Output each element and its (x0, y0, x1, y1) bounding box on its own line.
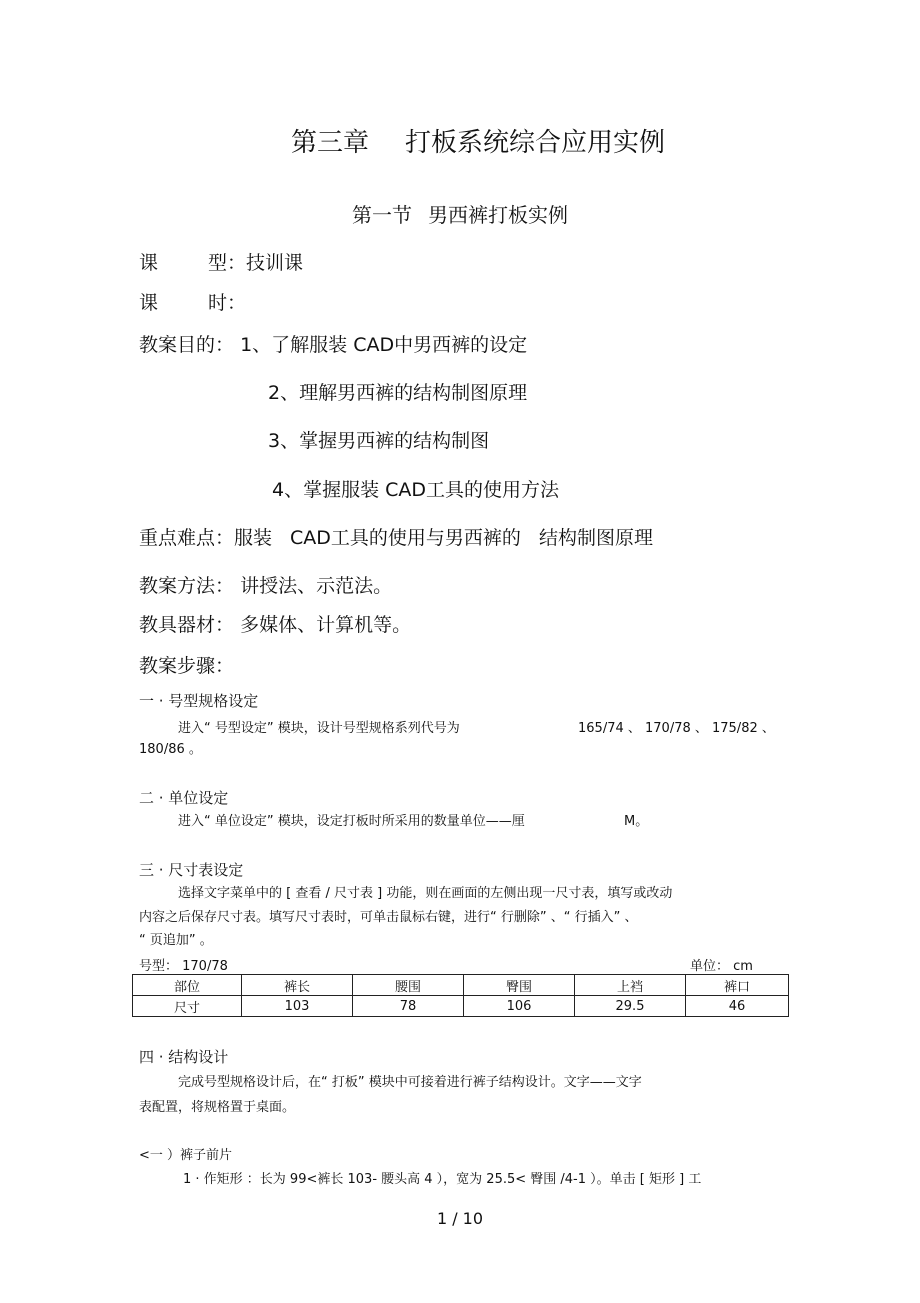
section-4-text-1: 完成号型规格设计后，在“ 打板” 模块中可接着进行裤子结构设计。文字——文字 (178, 1075, 642, 1090)
objective-item: 3、掌握男西裤的结构制图 (268, 430, 490, 452)
section-label: 第一节 (352, 203, 412, 227)
section-4-heading: 四 · 结构设计 (139, 1048, 229, 1066)
methods-value: 讲授法、示范法。 (240, 575, 393, 597)
objectives-label: 教案目的： (139, 334, 235, 356)
table-header-cell: 臀围 (464, 975, 575, 996)
section-title (0, 199, 920, 228)
key-points-part2: CAD工具的使用与男西裤的 (290, 527, 521, 549)
front-piece-heading: <一 ）裤子前片 (139, 1148, 233, 1163)
section-4-text-2: 表配置，将规格置于桌面。 (139, 1100, 296, 1115)
table-header-row (133, 975, 789, 996)
size-table (132, 974, 789, 1017)
key-points-label: 重点难点： (139, 527, 235, 549)
page-number: 1 / 10 (436, 1209, 484, 1228)
table-cell: 106 (464, 996, 575, 1017)
section-2-heading: 二 · 单位设定 (139, 789, 229, 807)
table-header-cell: 腰围 (353, 975, 464, 996)
table-cell: 29.5 (575, 996, 686, 1017)
objective-item: 4、掌握服装 CAD工具的使用方法 (272, 479, 560, 501)
course-type-value: 技训课 (246, 252, 304, 274)
course-type (139, 248, 303, 275)
tools-label: 教具器材： (139, 614, 235, 636)
chapter-title (0, 122, 920, 159)
key-points (139, 523, 653, 550)
table-cell: 103 (242, 996, 353, 1017)
table-cell: 尺寸 (133, 996, 242, 1017)
teaching-methods (139, 571, 392, 598)
objective-item: 2、理解男西裤的结构制图原理 (268, 382, 528, 404)
size-label: 号型： 170/78 (139, 959, 228, 974)
section-3-text-3: “ 页追加” 。 (139, 933, 213, 948)
table-cell: 46 (686, 996, 789, 1017)
table-header-cell: 上裆 (575, 975, 686, 996)
key-points-part3: 结构制图原理 (538, 527, 653, 549)
tools-value: 多媒体、计算机等。 (240, 614, 412, 636)
course-hours-label-b: 时： (208, 292, 247, 314)
section-name: 男西裤打板实例 (428, 203, 568, 227)
section-2-text-end: M。 (624, 814, 649, 829)
objective-item: 1、了解服装 CAD中男西裤的设定 (240, 334, 528, 356)
steps-label: 教案步骤： (139, 655, 235, 677)
front-piece-step-1: 1 · 作矩形 ：长为 99<裤长 103- 腰头高 4 ），宽为 25.5< 臀围 /4-1 ）。单击 [ 矩形 ] 工 (183, 1172, 702, 1187)
course-hours-label-a: 课 (139, 292, 159, 314)
table-header-cell: 裤长 (242, 975, 353, 996)
objectives-line-1 (139, 330, 527, 357)
chapter-subtitle: 打板系统综合应用实例 (405, 128, 666, 158)
section-1-values: 165/74 、 170/78 、 175/82 、 (578, 721, 775, 736)
table-header-cell: 部位 (133, 975, 242, 996)
section-2-text: 进入“ 单位设定” 模块，设定打板时所采用的数量单位——厘 (178, 814, 525, 829)
teaching-tools (139, 610, 411, 637)
section-1-text-2: 180/86 。 (139, 742, 202, 757)
section-3-text-1: 选择文字菜单中的 [ 查看 / 尺寸表 ] 功能，则在画面的左侧出现一尺寸表，填写或改动 (178, 886, 673, 901)
table-row (133, 996, 789, 1017)
course-hours (139, 288, 246, 315)
table-header-cell: 裤口 (686, 975, 789, 996)
section-1-heading: 一 · 号型规格设定 (139, 692, 259, 710)
key-points-part1: 服装 (234, 527, 273, 549)
section-3-text-2: 内容之后保存尺寸表。填写尺寸表时，可单击鼠标右键，进行“ 行删除” 、“ 行插入” 、 (139, 910, 638, 925)
methods-label: 教案方法： (139, 575, 235, 597)
section-3-heading: 三 · 尺寸表设定 (139, 861, 244, 879)
course-type-label-a: 课 (139, 252, 159, 274)
chapter-number: 第三章 (290, 128, 369, 158)
course-type-label-b: 型： (208, 252, 247, 274)
unit-label: 单位： cm (690, 959, 753, 974)
table-cell: 78 (353, 996, 464, 1017)
section-1-text: 进入“ 号型设定” 模块，设计号型规格系列代号为 (178, 721, 460, 736)
